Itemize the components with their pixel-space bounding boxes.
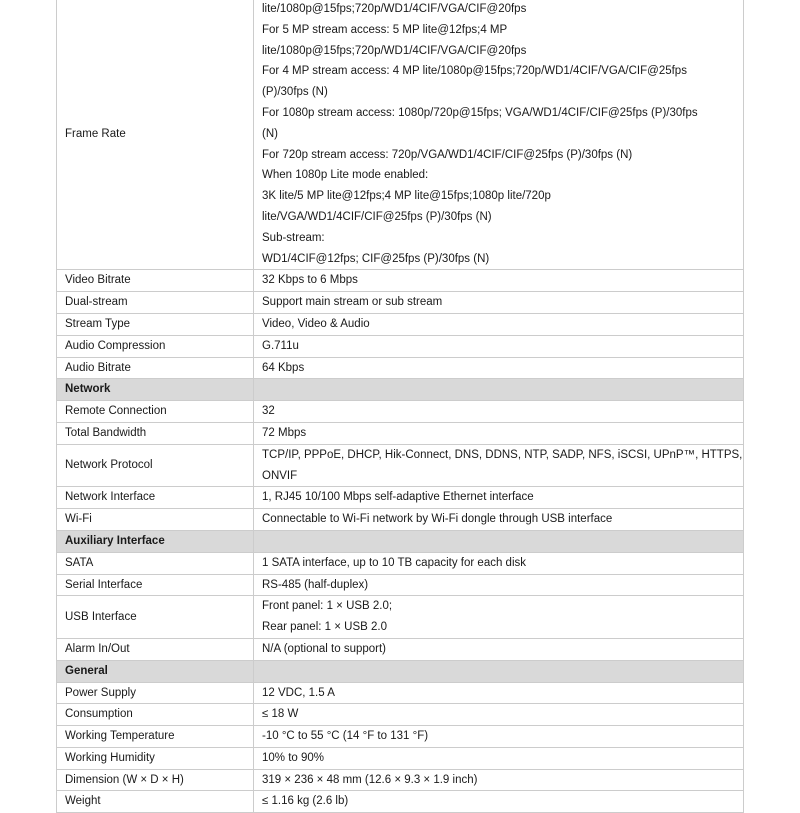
spec-key: SATA — [57, 552, 254, 574]
spec-key: Stream Type — [57, 313, 254, 335]
spec-row-sata — [57, 552, 744, 574]
spec-key: Network Protocol — [57, 444, 254, 487]
spec-value: N/A (optional to support) — [254, 638, 744, 660]
spec-table — [56, 0, 744, 813]
spec-key: Remote Connection — [57, 401, 254, 423]
spec-value — [254, 0, 744, 270]
spec-key: Power Supply — [57, 682, 254, 704]
spec-key: Audio Bitrate — [57, 357, 254, 379]
value-line: WD1/4CIF@12fps; CIF@25fps (P)/30fps (N) — [262, 252, 490, 265]
spec-row-dual-stream — [57, 292, 744, 314]
section-header-blank — [254, 660, 744, 682]
section-title: Network — [57, 379, 254, 401]
spec-value: RS-485 (half-duplex) — [254, 574, 744, 596]
spec-key: Frame Rate — [57, 0, 254, 270]
spec-value: G.711u — [254, 335, 744, 357]
spec-row-consumption — [57, 704, 744, 726]
spec-key: Consumption — [57, 704, 254, 726]
section-title: Auxiliary Interface — [57, 530, 254, 552]
value-line: (P)/30fps (N) — [262, 86, 328, 99]
spec-row-working-humidity — [57, 747, 744, 769]
spec-value — [254, 596, 744, 639]
value-line: lite/1080p@15fps;720p/WD1/4CIF/VGA/CIF@20fps — [262, 44, 527, 57]
value-line: Rear panel: 1 × USB 2.0 — [262, 621, 387, 634]
spec-key: Alarm In/Out — [57, 638, 254, 660]
section-header-blank — [254, 379, 744, 401]
spec-value: 1, RJ45 10/100 Mbps self-adaptive Ethernet interface — [254, 487, 744, 509]
spec-row-audio-compression — [57, 335, 744, 357]
spec-value: 319 × 236 × 48 mm (12.6 × 9.3 × 1.9 inch) — [254, 769, 744, 791]
value-line: When 1080p Lite mode enabled: — [262, 169, 429, 182]
section-header-general — [57, 660, 744, 682]
spec-row-alarm-in-out — [57, 638, 744, 660]
spec-key: Weight — [57, 791, 254, 813]
spec-key: Dual-stream — [57, 292, 254, 314]
spec-row-remote-connection — [57, 401, 744, 423]
value-line: lite/1080p@15fps;720p/WD1/4CIF/VGA/CIF@20fps — [262, 3, 527, 15]
value-line: ONVIF — [262, 469, 298, 482]
value-line: For 5 MP stream access: 5 MP lite@12fps;4 MP — [262, 23, 508, 36]
spec-row-dimension — [57, 769, 744, 791]
spec-row-wifi — [57, 509, 744, 531]
spec-key: Wi-Fi — [57, 509, 254, 531]
section-title: General — [57, 660, 254, 682]
spec-value: 32 — [254, 401, 744, 423]
spec-value: 10% to 90% — [254, 747, 744, 769]
spec-row-audio-bitrate — [57, 357, 744, 379]
value-line: Sub-stream: — [262, 231, 325, 244]
spec-row-usb-interface — [57, 596, 744, 639]
spec-row-power-supply — [57, 682, 744, 704]
spec-row-total-bandwidth — [57, 422, 744, 444]
spec-value: Connectable to Wi-Fi network by Wi-Fi dongle through USB interface — [254, 509, 744, 531]
spec-key: Serial Interface — [57, 574, 254, 596]
spec-key: Audio Compression — [57, 335, 254, 357]
spec-value: 32 Kbps to 6 Mbps — [254, 270, 744, 292]
section-header-blank — [254, 530, 744, 552]
value-line: TCP/IP, PPPoE, DHCP, Hik-Connect, DNS, DDNS, NTP, SADP, NFS, iSCSI, UPnP™, HTTPS, — [262, 448, 743, 461]
spec-value: 64 Kbps — [254, 357, 744, 379]
spec-row-stream-type — [57, 313, 744, 335]
value-line: For 1080p stream access: 1080p/720p@15fps; VGA/WD1/4CIF/CIF@25fps (P)/30fps — [262, 106, 698, 119]
spec-row-working-temperature — [57, 726, 744, 748]
spec-value: ≤ 1.16 kg (2.6 lb) — [254, 791, 744, 813]
value-line: lite/VGA/WD1/4CIF/CIF@25fps (P)/30fps (N) — [262, 210, 492, 223]
spec-key: Dimension (W × D × H) — [57, 769, 254, 791]
spec-value: Video, Video & Audio — [254, 313, 744, 335]
spec-key: Total Bandwidth — [57, 422, 254, 444]
spec-key: Working Humidity — [57, 747, 254, 769]
section-header-network — [57, 379, 744, 401]
value-line: (N) — [262, 127, 278, 140]
section-header-auxiliary-interface — [57, 530, 744, 552]
value-line: For 4 MP stream access: 4 MP lite/1080p@15fps;720p/WD1/4CIF/VGA/CIF@25fps — [262, 65, 687, 78]
spec-value: Support main stream or sub stream — [254, 292, 744, 314]
spec-key: Video Bitrate — [57, 270, 254, 292]
spec-row-network-interface — [57, 487, 744, 509]
spec-key: Network Interface — [57, 487, 254, 509]
spec-value — [254, 444, 744, 487]
spec-row-serial-interface — [57, 574, 744, 596]
spec-row-weight — [57, 791, 744, 813]
spec-value: 12 VDC, 1.5 A — [254, 682, 744, 704]
spec-row-frame-rate — [57, 0, 744, 270]
spec-row-video-bitrate — [57, 270, 744, 292]
value-line: For 720p stream access: 720p/VGA/WD1/4CIF/CIF@25fps (P)/30fps (N) — [262, 148, 633, 161]
spec-value: 1 SATA interface, up to 10 TB capacity for each disk — [254, 552, 744, 574]
spec-value: 72 Mbps — [254, 422, 744, 444]
spec-row-network-protocol — [57, 444, 744, 487]
spec-value: -10 °C to 55 °C (14 °F to 131 °F) — [254, 726, 744, 748]
value-line: Front panel: 1 × USB 2.0; — [262, 600, 393, 613]
spec-key: USB Interface — [57, 596, 254, 639]
value-line: 3K lite/5 MP lite@12fps;4 MP lite@15fps;1080p lite/720p — [262, 190, 551, 203]
spec-value: ≤ 18 W — [254, 704, 744, 726]
spec-key: Working Temperature — [57, 726, 254, 748]
